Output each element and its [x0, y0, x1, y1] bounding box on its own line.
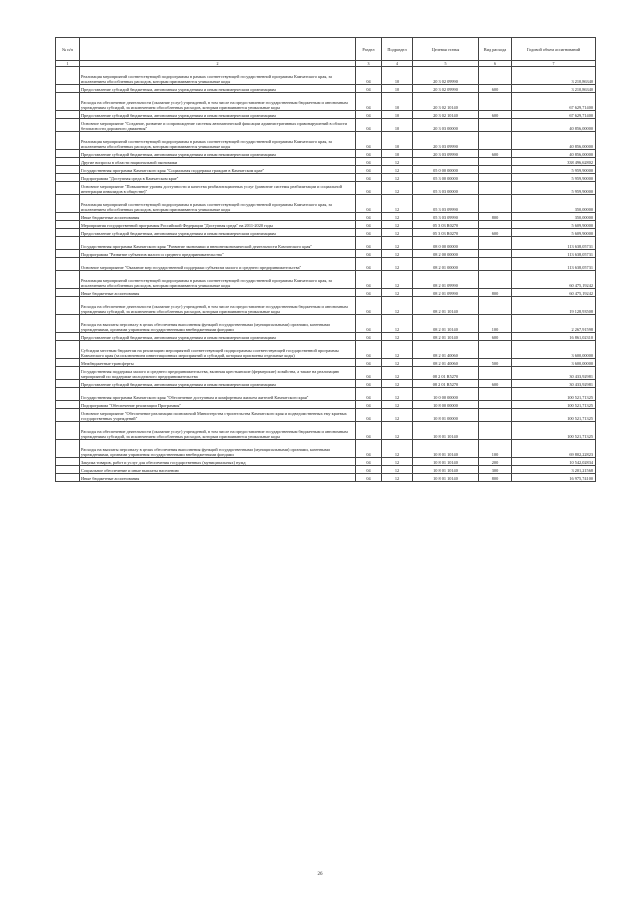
- row-number-cell: [56, 422, 80, 440]
- row-razdel-cell: 04: [356, 297, 382, 315]
- row-razdel-cell: 04: [356, 380, 382, 388]
- row-name-cell: Расходы на выплаты персоналу в целях обеспечения выполнения функций государственными (муниципальными) органами, казенными учреждениями, органами управления государственными внебюджетными фондами: [80, 440, 356, 458]
- row-number-cell: [56, 166, 80, 174]
- header-number: № п/п: [56, 38, 80, 61]
- row-vid-cell: 600: [479, 111, 512, 119]
- row-name-cell: Основное мероприятие "Обеспечение реализации полномочий Министерства строительства Камчатского края и подведомственных ему краевых государственных учреждений": [80, 409, 356, 422]
- row-number-cell: [56, 341, 80, 359]
- row-number-cell: [56, 250, 80, 258]
- table-row: [56, 367, 596, 380]
- row-number-cell: [56, 458, 80, 466]
- row-number-cell: [56, 221, 80, 229]
- row-podrazdel-cell: 12: [382, 380, 413, 388]
- row-number-cell: [56, 119, 80, 132]
- row-razdel-cell: 04: [356, 237, 382, 250]
- row-vid-cell: [479, 174, 512, 182]
- row-razdel-cell: 04: [356, 195, 382, 213]
- table-row: [56, 221, 596, 229]
- row-number-cell: [56, 229, 80, 237]
- row-vid-cell: [479, 250, 512, 258]
- row-podrazdel-cell: 12: [382, 158, 413, 166]
- row-amount-cell: 60 475,19242: [512, 289, 596, 297]
- row-amount-cell: 19 128,93508: [512, 297, 596, 315]
- row-amount-cell: 40 856,00000: [512, 150, 596, 158]
- table-row: [56, 229, 596, 237]
- row-vid-cell: 600: [479, 380, 512, 388]
- row-vid-cell: 200: [479, 458, 512, 466]
- row-statya-cell: 10 8 01 10140: [413, 474, 479, 482]
- row-amount-cell: 69 802,22823: [512, 440, 596, 458]
- column-number: 3: [356, 61, 382, 67]
- row-number-cell: [56, 67, 80, 85]
- row-amount-cell: 338 496,62802: [512, 158, 596, 166]
- row-amount-cell: 100 521,71325: [512, 401, 596, 409]
- row-razdel-cell: 04: [356, 367, 382, 380]
- row-vid-cell: 800: [479, 474, 512, 482]
- row-podrazdel-cell: 12: [382, 409, 413, 422]
- row-name-cell: Реализация мероприятий соответствующей подпрограммы в рамках соответствующей государственной программы Камчатского края, за исключением обособленных расходов, которым присваиваются уникальные коды: [80, 195, 356, 213]
- table-row: [56, 458, 596, 466]
- row-amount-cell: 5 959,90000: [512, 182, 596, 195]
- row-name-cell: Межбюджетные трансферты: [80, 359, 356, 367]
- row-number-cell: [56, 195, 80, 213]
- header-vid: Вид расхода: [479, 38, 512, 61]
- budget-table-sheet: [55, 37, 595, 482]
- row-razdel-cell: 04: [356, 289, 382, 297]
- row-amount-cell: 5 959,90000: [512, 174, 596, 182]
- row-podrazdel-cell: 12: [382, 458, 413, 466]
- row-statya-cell: 05 3 03 09990: [413, 195, 479, 213]
- row-vid-cell: [479, 221, 512, 229]
- row-number-cell: [56, 289, 80, 297]
- table-row: [56, 158, 596, 166]
- row-podrazdel-cell: 12: [382, 315, 413, 333]
- row-statya-cell: 10 8 00 00000: [413, 401, 479, 409]
- table-row: [56, 182, 596, 195]
- row-amount-cell: 60 475,19242: [512, 271, 596, 289]
- row-razdel-cell: 04: [356, 401, 382, 409]
- row-vid-cell: 500: [479, 359, 512, 367]
- row-razdel-cell: 04: [356, 271, 382, 289]
- row-amount-cell: 3 600,00000: [512, 341, 596, 359]
- row-amount-cell: 5 609,90000: [512, 221, 596, 229]
- table-row: [56, 440, 596, 458]
- row-statya-cell: 20 3 02 10140: [413, 111, 479, 119]
- row-vid-cell: [479, 401, 512, 409]
- header-statya: Целевая статья: [413, 38, 479, 61]
- table-row: [56, 174, 596, 182]
- row-razdel-cell: 04: [356, 166, 382, 174]
- row-podrazdel-cell: 12: [382, 466, 413, 474]
- row-podrazdel-cell: 12: [382, 229, 413, 237]
- row-amount-cell: 113 638,05731: [512, 237, 596, 250]
- row-razdel-cell: 04: [356, 388, 382, 401]
- row-number-cell: [56, 440, 80, 458]
- row-name-cell: Предоставление субсидий бюджетным, автономным учреждениям и иным некоммерческим организациям: [80, 229, 356, 237]
- row-podrazdel-cell: 12: [382, 297, 413, 315]
- row-vid-cell: [479, 341, 512, 359]
- row-name-cell: Закупка товаров, работ и услуг для обеспечения государственных (муниципальных) нужд: [80, 458, 356, 466]
- row-amount-cell: 100 521,71325: [512, 422, 596, 440]
- table-row: [56, 213, 596, 221]
- row-statya-cell: 05 3 03 00000: [413, 182, 479, 195]
- row-razdel-cell: 04: [356, 158, 382, 166]
- row-razdel-cell: 04: [356, 359, 382, 367]
- table-row: [56, 166, 596, 174]
- row-statya-cell: 08 2 01 40060: [413, 359, 479, 367]
- table-row: [56, 422, 596, 440]
- row-name-cell: Основное мероприятие "Создание, развитие и сопровождение системы автоматической фиксации административных правонарушений в области безопасности дорожного движения": [80, 119, 356, 132]
- row-razdel-cell: 04: [356, 150, 382, 158]
- row-razdel-cell: 04: [356, 111, 382, 119]
- row-vid-cell: [479, 237, 512, 250]
- row-amount-cell: 40 856,00000: [512, 119, 596, 132]
- table-row: [56, 250, 596, 258]
- table-header-row: [56, 38, 596, 61]
- row-name-cell: Предоставление субсидий бюджетным, автономным учреждениям и иным некоммерческим организациям: [80, 85, 356, 93]
- row-statya-cell: 08 2 01 40060: [413, 341, 479, 359]
- row-podrazdel-cell: 12: [382, 213, 413, 221]
- row-number-cell: [56, 388, 80, 401]
- row-statya-cell: 20 3 02 09990: [413, 85, 479, 93]
- table-row: [56, 119, 596, 132]
- row-amount-cell: 113 638,05731: [512, 258, 596, 271]
- row-amount-cell: 30 433,92981: [512, 367, 596, 380]
- row-podrazdel-cell: 12: [382, 359, 413, 367]
- row-razdel-cell: 04: [356, 315, 382, 333]
- row-statya-cell: 08 0 00 00000: [413, 237, 479, 250]
- row-podrazdel-cell: 10: [382, 119, 413, 132]
- column-number: 2: [80, 61, 356, 67]
- row-razdel-cell: 04: [356, 85, 382, 93]
- row-vid-cell: [479, 166, 512, 174]
- row-number-cell: [56, 132, 80, 150]
- table-row: [56, 315, 596, 333]
- row-vid-cell: 600: [479, 85, 512, 93]
- row-statya-cell: 10 0 00 00000: [413, 388, 479, 401]
- table-row: [56, 380, 596, 388]
- row-razdel-cell: 04: [356, 333, 382, 341]
- row-statya-cell: 08 2 01 09990: [413, 289, 479, 297]
- row-statya-cell: 20 3 02 09990: [413, 67, 479, 85]
- table-row: [56, 237, 596, 250]
- page-number: 26: [317, 872, 323, 877]
- row-statya-cell: 08 2 00 00000: [413, 250, 479, 258]
- row-statya-cell: 05 3 03 R0270: [413, 229, 479, 237]
- row-statya-cell: [413, 158, 479, 166]
- row-podrazdel-cell: 12: [382, 258, 413, 271]
- row-amount-cell: 30 433,92981: [512, 380, 596, 388]
- row-vid-cell: 600: [479, 333, 512, 341]
- row-number-cell: [56, 213, 80, 221]
- row-name-cell: Предоставление субсидий бюджетным, автономным учреждениям и иным некоммерческим организациям: [80, 111, 356, 119]
- row-name-cell: Подпрограмма "Доступная среда в Камчатском крае": [80, 174, 356, 182]
- row-name-cell: Иные бюджетные ассигнования: [80, 474, 356, 482]
- row-razdel-cell: 04: [356, 341, 382, 359]
- row-name-cell: Реализация мероприятий соответствующей подпрограммы в рамках соответствующей государственной программы Камчатского края, за исключением обособленных расходов, которым присваиваются уникальные коды: [80, 67, 356, 85]
- row-amount-cell: 10 542,02834: [512, 458, 596, 466]
- column-number: 1: [56, 61, 80, 67]
- row-podrazdel-cell: 12: [382, 388, 413, 401]
- column-number: 7: [512, 61, 596, 67]
- table-row: [56, 289, 596, 297]
- table-row: [56, 85, 596, 93]
- row-razdel-cell: 04: [356, 440, 382, 458]
- row-podrazdel-cell: 12: [382, 401, 413, 409]
- row-vid-cell: [479, 67, 512, 85]
- row-statya-cell: 10 8 01 10140: [413, 440, 479, 458]
- row-razdel-cell: 04: [356, 182, 382, 195]
- row-vid-cell: [479, 158, 512, 166]
- row-podrazdel-cell: 12: [382, 289, 413, 297]
- row-podrazdel-cell: 12: [382, 474, 413, 482]
- row-name-cell: Государственная программа Камчатского края "Обеспечение доступным и комфортным жильем жителей Камчатского края": [80, 388, 356, 401]
- row-number-cell: [56, 380, 80, 388]
- row-amount-cell: 40 856,00000: [512, 132, 596, 150]
- row-amount-cell: 16 861,02310: [512, 333, 596, 341]
- row-vid-cell: [479, 195, 512, 213]
- row-amount-cell: 3 201,21568: [512, 466, 596, 474]
- row-podrazdel-cell: 10: [382, 93, 413, 111]
- row-statya-cell: 10 8 01 10140: [413, 466, 479, 474]
- row-vid-cell: [479, 388, 512, 401]
- row-amount-cell: 5 609,90000: [512, 229, 596, 237]
- row-name-cell: Расходы на обеспечение деятельности (оказание услуг) учреждений, в том числе на предоставление государственным бюджетным и автономным учреждениям субсидий, за исключением обособленных расходов, которым присваиваются уникальные коды: [80, 422, 356, 440]
- row-razdel-cell: 04: [356, 93, 382, 111]
- row-amount-cell: 67 629,71400: [512, 93, 596, 111]
- table-row: [56, 195, 596, 213]
- row-statya-cell: 08 2 01 00000: [413, 258, 479, 271]
- row-vid-cell: 800: [479, 213, 512, 221]
- row-amount-cell: 67 629,71400: [512, 111, 596, 119]
- table-row: [56, 333, 596, 341]
- row-name-cell: Расходы на обеспечение деятельности (оказание услуг) учреждений, в том числе на предоставление государственным бюджетным и автономным учреждениям субсидий, за исключением обособленных расходов, которым присваиваются уникальные коды: [80, 297, 356, 315]
- row-number-cell: [56, 409, 80, 422]
- table-row: [56, 341, 596, 359]
- row-podrazdel-cell: 12: [382, 271, 413, 289]
- header-razdel: Раздел: [356, 38, 382, 61]
- row-number-cell: [56, 474, 80, 482]
- row-razdel-cell: 04: [356, 409, 382, 422]
- row-podrazdel-cell: 12: [382, 440, 413, 458]
- row-vid-cell: [479, 297, 512, 315]
- table-row: [56, 359, 596, 367]
- row-number-cell: [56, 237, 80, 250]
- row-name-cell: Государственная поддержка малого и среднего предпринимательства, включая крестьянские (фермерские) хозяйства, а также на реализацию мероприятий по поддержке молодежного предпринимательства: [80, 367, 356, 380]
- row-name-cell: Подпрограмма "Обеспечение реализации Программы": [80, 401, 356, 409]
- row-number-cell: [56, 111, 80, 119]
- row-podrazdel-cell: 12: [382, 333, 413, 341]
- row-podrazdel-cell: 12: [382, 221, 413, 229]
- row-podrazdel-cell: 12: [382, 422, 413, 440]
- row-podrazdel-cell: 12: [382, 250, 413, 258]
- table-row: [56, 409, 596, 422]
- table-row: [56, 111, 596, 119]
- table-row: [56, 466, 596, 474]
- row-statya-cell: 05 3 03 R0270: [413, 221, 479, 229]
- row-statya-cell: 05 0 00 00000: [413, 166, 479, 174]
- row-statya-cell: 08 2 01 10140: [413, 315, 479, 333]
- row-podrazdel-cell: 10: [382, 67, 413, 85]
- row-statya-cell: 10 8 01 00000: [413, 409, 479, 422]
- table-row: [56, 297, 596, 315]
- row-podrazdel-cell: 12: [382, 341, 413, 359]
- row-amount-cell: 3 210,86340: [512, 67, 596, 85]
- row-statya-cell: 08 2 01 10140: [413, 297, 479, 315]
- column-number: 6: [479, 61, 512, 67]
- row-razdel-cell: 04: [356, 250, 382, 258]
- row-amount-cell: 2 267,91598: [512, 315, 596, 333]
- row-statya-cell: 20 3 03 09990: [413, 150, 479, 158]
- row-name-cell: Основное мероприятие "Оказание мер государственной поддержки субъектам малого и среднего предпринимательства": [80, 258, 356, 271]
- row-razdel-cell: 04: [356, 422, 382, 440]
- row-number-cell: [56, 466, 80, 474]
- row-name-cell: Основное мероприятие "Повышение уровня доступности и качества реабилитационных услуг (развитие системы реабилитации и социальной интеграции инвалидов в обществе)": [80, 182, 356, 195]
- row-name-cell: Государственная программа Камчатского края "Социальная поддержка граждан в Камчатском крае": [80, 166, 356, 174]
- row-razdel-cell: 04: [356, 221, 382, 229]
- row-vid-cell: [479, 258, 512, 271]
- row-amount-cell: 350,00000: [512, 195, 596, 213]
- row-name-cell: Реализация мероприятий соответствующей подпрограммы в рамках соответствующей государственной программы Камчатского края, за исключением обособленных расходов, которым присваиваются уникальные коды: [80, 271, 356, 289]
- row-razdel-cell: 04: [356, 229, 382, 237]
- row-amount-cell: 350,00000: [512, 213, 596, 221]
- table-row: [56, 132, 596, 150]
- row-amount-cell: 5 959,90000: [512, 166, 596, 174]
- row-podrazdel-cell: 10: [382, 132, 413, 150]
- row-number-cell: [56, 93, 80, 111]
- row-statya-cell: 08 2 01 R5270: [413, 367, 479, 380]
- row-amount-cell: 113 638,05731: [512, 250, 596, 258]
- row-vid-cell: [479, 409, 512, 422]
- row-number-cell: [56, 297, 80, 315]
- row-number-cell: [56, 182, 80, 195]
- row-vid-cell: 300: [479, 466, 512, 474]
- table-row: [56, 93, 596, 111]
- row-name-cell: Предоставление субсидий бюджетным, автономным учреждениям и иным некоммерческим организациям: [80, 150, 356, 158]
- row-podrazdel-cell: 12: [382, 237, 413, 250]
- row-razdel-cell: 04: [356, 474, 382, 482]
- row-name-cell: Иные бюджетные ассигнования: [80, 289, 356, 297]
- row-podrazdel-cell: 12: [382, 166, 413, 174]
- row-podrazdel-cell: 12: [382, 195, 413, 213]
- row-number-cell: [56, 174, 80, 182]
- row-amount-cell: 16 975,74100: [512, 474, 596, 482]
- row-name-cell: Мероприятия государственной программы Российской Федерации "Доступная среда" на 2011-2020 годы: [80, 221, 356, 229]
- row-razdel-cell: 04: [356, 119, 382, 132]
- row-name-cell: Социальное обеспечение и иные выплаты населению: [80, 466, 356, 474]
- row-vid-cell: [479, 182, 512, 195]
- row-vid-cell: [479, 93, 512, 111]
- column-number: 5: [413, 61, 479, 67]
- row-vid-cell: [479, 271, 512, 289]
- row-name-cell: Расходы на обеспечение деятельности (оказание услуг) учреждений, в том числе на предоставление государственным бюджетным и автономным учреждениям субсидий, за исключением обособленных расходов, которым присваиваются уникальные коды: [80, 93, 356, 111]
- row-number-cell: [56, 333, 80, 341]
- budget-table: [55, 37, 596, 482]
- row-vid-cell: [479, 132, 512, 150]
- header-name: [80, 38, 356, 61]
- row-number-cell: [56, 271, 80, 289]
- row-number-cell: [56, 258, 80, 271]
- row-vid-cell: 100: [479, 440, 512, 458]
- row-number-cell: [56, 367, 80, 380]
- row-number-cell: [56, 158, 80, 166]
- row-amount-cell: 100 521,71325: [512, 388, 596, 401]
- table-row: [56, 258, 596, 271]
- row-statya-cell: 20 3 03 00000: [413, 119, 479, 132]
- table-row: [56, 271, 596, 289]
- row-name-cell: Предоставление субсидий бюджетным, автономным учреждениям и иным некоммерческим организациям: [80, 380, 356, 388]
- row-statya-cell: 08 2 01 R5270: [413, 380, 479, 388]
- row-number-cell: [56, 359, 80, 367]
- row-statya-cell: 05 3 00 00000: [413, 174, 479, 182]
- row-amount-cell: 100 521,71325: [512, 409, 596, 422]
- row-statya-cell: 05 3 03 09990: [413, 213, 479, 221]
- row-number-cell: [56, 401, 80, 409]
- row-razdel-cell: 04: [356, 258, 382, 271]
- row-amount-cell: 3 600,00000: [512, 359, 596, 367]
- header-podrazdel: Подраздел: [382, 38, 413, 61]
- row-statya-cell: 10 8 01 10140: [413, 422, 479, 440]
- row-statya-cell: 20 3 03 09990: [413, 132, 479, 150]
- column-number: 4: [382, 61, 413, 67]
- row-number-cell: [56, 85, 80, 93]
- row-name-cell: Иные бюджетные ассигнования: [80, 213, 356, 221]
- row-vid-cell: 800: [479, 289, 512, 297]
- row-podrazdel-cell: 10: [382, 111, 413, 119]
- row-name-cell: Субсидии местным бюджетам на реализацию мероприятий соответствующей подпрограммы соответствующей государственной программы Камчатского края (за исключением инвестиционных мероприятий и субсидий, которым присвоены отдельные коды): [80, 341, 356, 359]
- row-vid-cell: 600: [479, 229, 512, 237]
- row-number-cell: [56, 150, 80, 158]
- row-podrazdel-cell: 12: [382, 367, 413, 380]
- row-name-cell: Расходы на выплаты персоналу в целях обеспечения выполнения функций государственными (муниципальными) органами, казенными учреждениями, органами управления государственными внебюджетными фондами: [80, 315, 356, 333]
- table-row: [56, 401, 596, 409]
- table-body: [56, 67, 596, 482]
- row-razdel-cell: 04: [356, 132, 382, 150]
- row-name-cell: Предоставление субсидий бюджетным, автономным учреждениям и иным некоммерческим организациям: [80, 333, 356, 341]
- row-statya-cell: 20 3 02 10140: [413, 93, 479, 111]
- header-amount: Годовой объем ассигнований: [512, 38, 596, 61]
- row-vid-cell: [479, 367, 512, 380]
- table-row: [56, 388, 596, 401]
- row-vid-cell: [479, 422, 512, 440]
- table-row: [56, 67, 596, 85]
- row-statya-cell: 08 2 01 10140: [413, 333, 479, 341]
- row-razdel-cell: 04: [356, 458, 382, 466]
- row-razdel-cell: 04: [356, 213, 382, 221]
- row-razdel-cell: 04: [356, 67, 382, 85]
- row-number-cell: [56, 315, 80, 333]
- row-vid-cell: 100: [479, 315, 512, 333]
- row-statya-cell: 10 8 01 10140: [413, 458, 479, 466]
- row-razdel-cell: 04: [356, 174, 382, 182]
- row-podrazdel-cell: 12: [382, 174, 413, 182]
- row-amount-cell: 3 210,86340: [512, 85, 596, 93]
- row-vid-cell: 600: [479, 150, 512, 158]
- row-podrazdel-cell: 12: [382, 182, 413, 195]
- row-name-cell: Реализация мероприятий соответствующей подпрограммы в рамках соответствующей государственной программы Камчатского края, за исключением обособленных расходов, которым присваиваются уникальные коды: [80, 132, 356, 150]
- row-razdel-cell: 04: [356, 466, 382, 474]
- table-row: [56, 150, 596, 158]
- row-vid-cell: [479, 119, 512, 132]
- row-podrazdel-cell: 10: [382, 85, 413, 93]
- table-row: [56, 474, 596, 482]
- row-name-cell: Государственная программа Камчатского края "Развитие экономики и внешнеэкономической деятельности Камчатского края": [80, 237, 356, 250]
- row-statya-cell: 08 2 01 09990: [413, 271, 479, 289]
- row-podrazdel-cell: 10: [382, 150, 413, 158]
- row-name-cell: Другие вопросы в области национальной экономики: [80, 158, 356, 166]
- row-name-cell: Подпрограмма "Развитие субъектов малого и среднего предпринимательства": [80, 250, 356, 258]
